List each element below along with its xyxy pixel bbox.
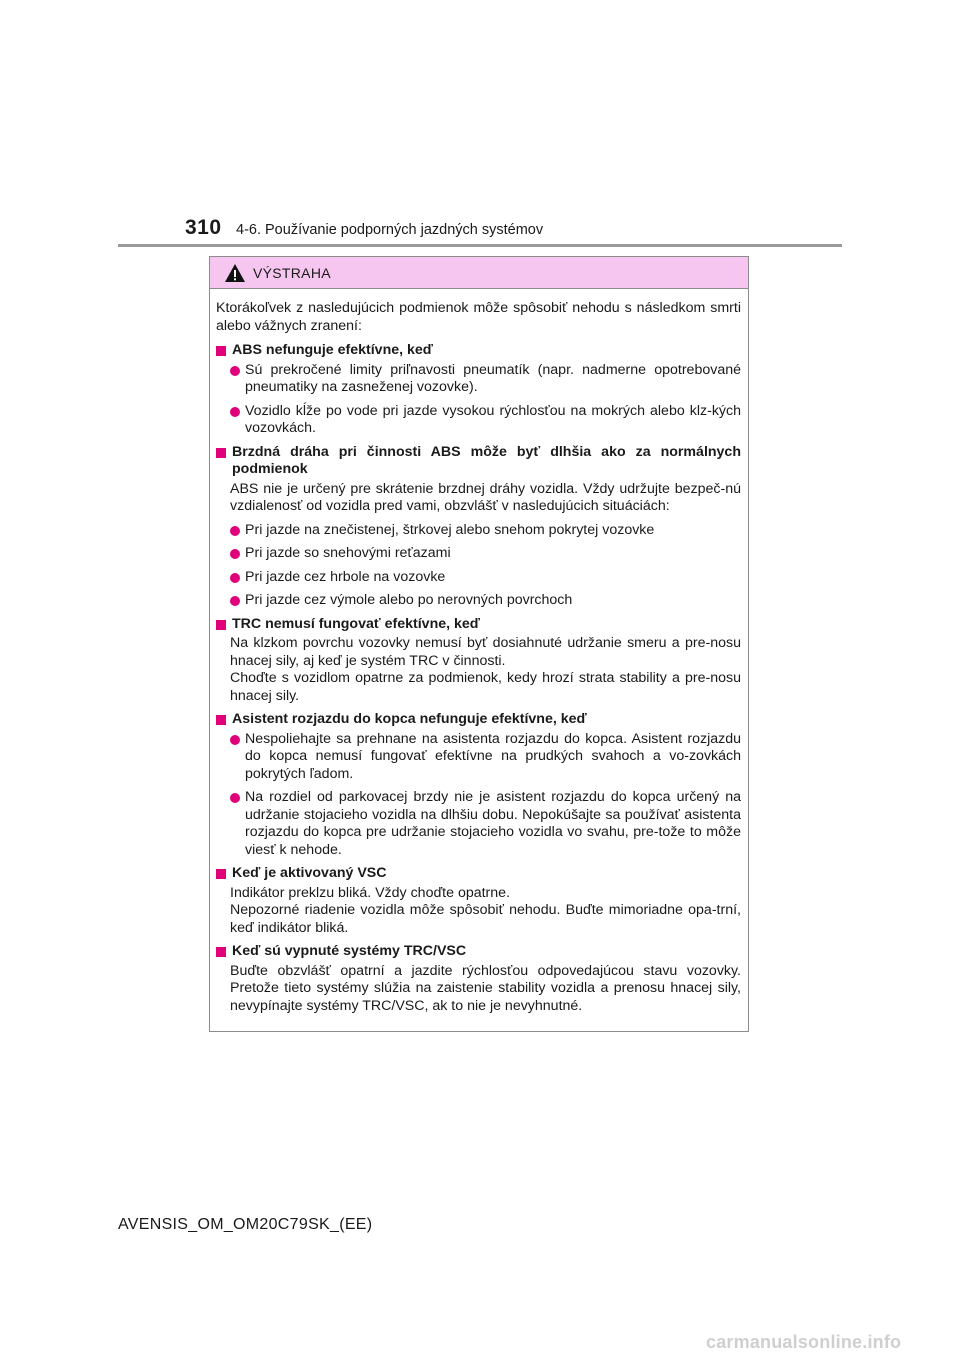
section-text: Choďte s vozidlom opatrne za podmienok, kedy hrozí strata stability a pre-nosu hnacej sily. [230, 670, 741, 704]
square-bullet-icon [216, 947, 226, 957]
section-heading-abs: ABS nefunguje efektívne, keď [216, 342, 741, 360]
round-bullet-icon [230, 573, 240, 583]
round-bullet-icon [230, 549, 240, 559]
list-item: Vozidlo kĺže po vode pri jazde vysokou rýchlosťou na mokrých alebo klz-kých vozovkách. [216, 403, 741, 438]
warning-header [210, 257, 748, 289]
section-text: Indikátor preklzu bliká. Vždy choďte opatrne. [230, 884, 511, 901]
section-title: 4-6. Používanie podporných jazdných systémov [236, 222, 544, 238]
section-text: ABS nie je určený pre skrátenie brzdnej dráhy vozidla. Vždy udržujte bezpeč-nú vzdialenosť od vozidla pred vami, obzvlášť v nasledujúcich situáciách: [230, 480, 741, 514]
round-bullet-icon [230, 735, 240, 745]
section-heading-vsc-active: Keď je aktivovaný VSC [216, 865, 741, 883]
list-item: Pri jazde cez hrbole na vozovke [216, 569, 741, 587]
warning-intro: Ktorákoľvek z nasledujúcich podmienok môže spôsobiť nehodu s následkom smrti alebo vážnych zranení: [216, 300, 741, 334]
warning-title: VÝSTRAHA [253, 264, 331, 281]
page-number: 310 [185, 216, 222, 239]
list-item: Na rozdiel od parkovacej brzdy nie je asistent rozjazdu do kopca určený na udržanie stojacieho vozidla na dlhšiu dobu. Nepokúšajte sa používať asistenta rozjazdu do kopca pre udržanie stojacieho vozidla vo svahu, pre-tože to môže viesť k nehode. [216, 789, 741, 859]
round-bullet-icon [230, 596, 240, 606]
round-bullet-icon [230, 793, 240, 803]
section-text: Nepozorné riadenie vozidla môže spôsobiť nehodu. Buďte mimoriadne opa-trní, keď indikátor bliká. [230, 902, 741, 936]
section-text: Buďte obzvlášť opatrní a jazdite rýchlosťou odpovedajúcou stavu vozovky. Pretože tieto systémy slúžia na zaistenie stability vozidla a prenosu hnacej sily, nevypínajte systémy TRC/VSC, ak to nie je nevyhnutné. [230, 962, 741, 1014]
list-item: Pri jazde cez výmole alebo po nerovných povrchoch [216, 592, 741, 610]
round-bullet-icon [230, 407, 240, 417]
warning-box [209, 256, 749, 1032]
section-heading-hill-start-assist: Asistent rozjazdu do kopca nefunguje efektívne, keď [216, 711, 741, 729]
warning-body [210, 289, 748, 1015]
watermark: carmanualsonline.info [706, 1332, 902, 1352]
square-bullet-icon [216, 448, 226, 458]
square-bullet-icon [216, 346, 226, 356]
list-item: Pri jazde na znečistenej, štrkovej alebo snehom pokrytej vozovke [216, 522, 741, 540]
document-code: AVENSIS_OM_OM20C79SK_(EE) [118, 1216, 373, 1233]
round-bullet-icon [230, 366, 240, 376]
list-item: Sú prekročené limity priľnavosti pneumatík (napr. nadmerne opotrebované pneumatiky na zasneženej vozovke). [216, 362, 741, 397]
square-bullet-icon [216, 869, 226, 879]
section-text: Na klzkom povrchu vozovky nemusí byť dosiahnuté udržanie smeru a pre-nosu hnacej sily, aj keď je systém TRC v činnosti. [230, 635, 741, 669]
header-rule [118, 244, 842, 247]
list-item: Nespoliehajte sa prehnane na asistenta rozjazdu do kopca. Asistent rozjazdu do kopca nemusí fungovať efektívne na prudkých svahoch a vo-zovkách pokrytých ľadom. [216, 731, 741, 784]
round-bullet-icon [230, 526, 240, 536]
warning-triangle-icon [224, 263, 246, 283]
section-heading-trc-vsc-off: Keď sú vypnuté systémy TRC/VSC [216, 943, 741, 961]
section-heading-trc: TRC nemusí fungovať efektívne, keď [216, 616, 741, 634]
section-heading-braking-distance: Brzdná dráha pri činnosti ABS môže byť dlhšia ako za normálnych podmienok [216, 444, 741, 479]
square-bullet-icon [216, 620, 226, 630]
list-item: Pri jazde so snehovými reťazami [216, 545, 741, 563]
square-bullet-icon [216, 715, 226, 725]
